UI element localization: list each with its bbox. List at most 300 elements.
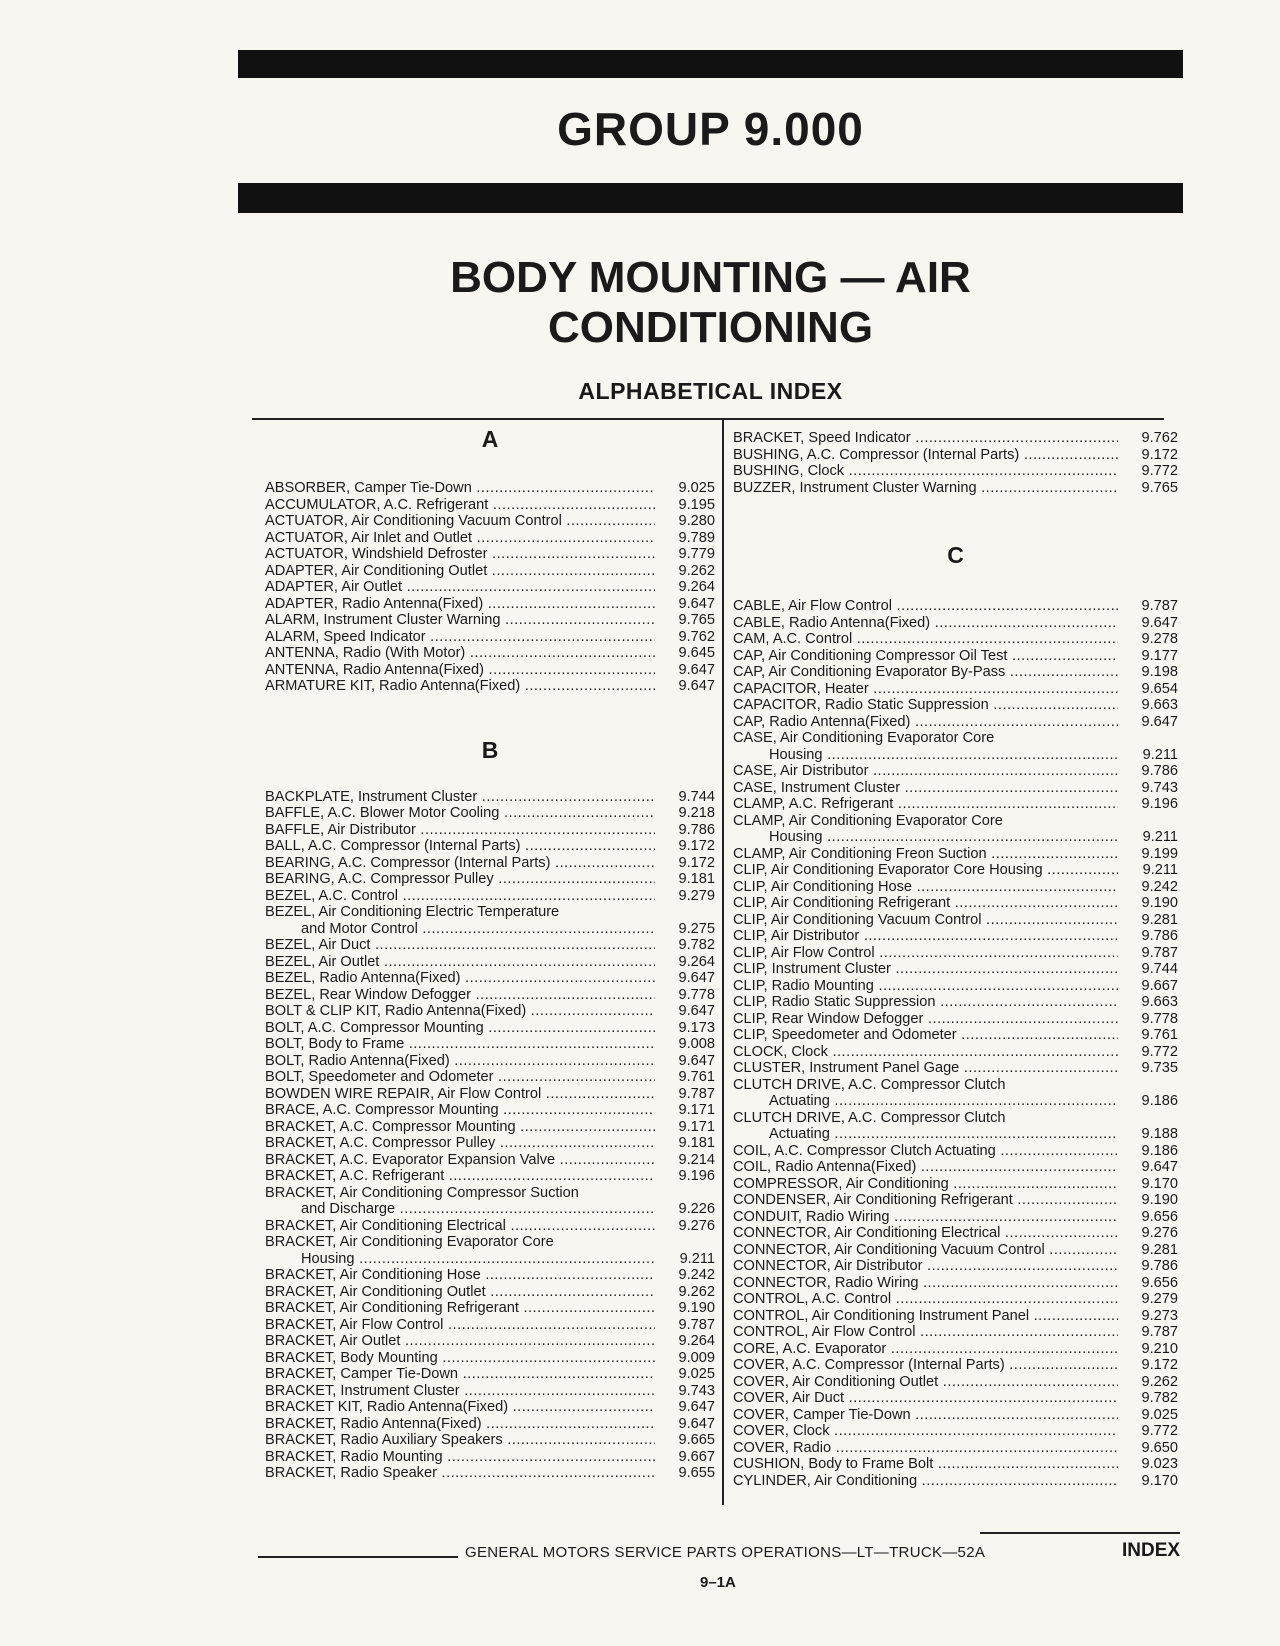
index-entry <box>733 1159 1178 1176</box>
index-entry <box>733 430 1178 447</box>
index-entry-label: CLIP, Radio Mounting ..... <box>733 978 1118 994</box>
index-entry-page: 9.778 <box>678 986 715 1003</box>
index-entry-page: 9.171 <box>678 1118 715 1135</box>
index-entry-page: 9.264 <box>678 953 715 970</box>
index-entry-page: 9.667 <box>678 1448 715 1465</box>
index-entry <box>265 1333 715 1350</box>
index-entry-page: 9.211 <box>1142 862 1178 878</box>
index-title: ALPHABETICAL INDEX <box>578 378 843 404</box>
index-entry-label: CONTROL, Air Flow Control ..... <box>733 1324 1118 1340</box>
index-entry <box>265 513 715 530</box>
index-entry-page: 9.778 <box>1141 1010 1178 1027</box>
index-entry <box>265 838 715 855</box>
index-entry-label: BRACKET, Air Conditioning Electrical ..... <box>265 1218 655 1234</box>
index-entry-page: 9.787 <box>1141 1324 1178 1340</box>
index-entry-page: 9.173 <box>678 1019 715 1036</box>
index-entry-continuation: Actuating ..... <box>733 1093 1118 1110</box>
index-entry <box>265 1003 715 1020</box>
index-entry <box>733 1374 1178 1391</box>
index-entry-page: 9.262 <box>678 1283 715 1300</box>
index-entry <box>733 1324 1178 1341</box>
index-entry-label: BRACKET, Radio Antenna(Fixed) ..... <box>265 1416 655 1432</box>
index-entry <box>733 681 1178 698</box>
index-entry <box>733 912 1178 929</box>
index-entry-label: ACTUATOR, Air Inlet and Outlet ..... <box>265 530 655 546</box>
index-entry-page: 9.273 <box>1141 1307 1178 1324</box>
index-entry-page: 9.787 <box>678 1316 715 1333</box>
index-entry <box>265 612 715 629</box>
index-entry-page: 9.195 <box>678 496 715 513</box>
index-entry <box>733 813 1178 846</box>
index-entry-label: CLIP, Rear Window Defogger ..... <box>733 1011 1118 1027</box>
index-entry-page: 9.171 <box>678 1102 715 1118</box>
index-entry <box>265 937 715 954</box>
index-entry-page: 9.765 <box>1141 479 1178 496</box>
index-entry-label: BUSHING, A.C. Compressor (Internal Parts) ..... <box>733 447 1118 463</box>
index-entry-page: 9.744 <box>1141 961 1178 977</box>
index-entry-label: CLIP, Instrument Cluster ..... <box>733 961 1118 977</box>
index-entry-page: 9.779 <box>678 546 715 562</box>
index-entry <box>265 987 715 1004</box>
index-entry <box>733 1357 1178 1374</box>
index-entry <box>265 855 715 872</box>
index-entry <box>265 1102 715 1119</box>
index-entry-label: ADAPTER, Air Conditioning Outlet ..... <box>265 563 655 579</box>
index-entry-page: 9.647 <box>1141 713 1178 730</box>
index-entry-label: COVER, Clock ..... <box>733 1423 1118 1439</box>
index-entry-page: 9.188 <box>1141 1126 1178 1142</box>
index-entry <box>265 563 715 580</box>
index-entry-page: 9.650 <box>1141 1439 1178 1456</box>
index-entry-label: BOLT, Speedometer and Odometer ..... <box>265 1069 655 1085</box>
index-entry <box>733 846 1178 863</box>
index-entry-page: 9.789 <box>678 529 715 546</box>
index-entry-page: 9.199 <box>1141 845 1178 862</box>
group-title: GROUP 9.000 <box>557 103 864 155</box>
footer-section-label: INDEX <box>1122 1540 1181 1561</box>
index-entry <box>265 1053 715 1070</box>
index-entry <box>733 796 1178 813</box>
index-entry-page: 9.782 <box>678 937 715 953</box>
index-entry-label: BRACKET, Camper Tie-Down ..... <box>265 1366 655 1382</box>
index-entry <box>733 615 1178 632</box>
index-entry <box>265 1399 715 1416</box>
index-entry-label: CAPACITOR, Radio Static Suppression ..... <box>733 697 1118 713</box>
index-entry-page: 9.198 <box>1141 664 1178 680</box>
index-entry-page: 9.280 <box>678 513 715 529</box>
index-entry-label: CONNECTOR, Air Distributor ..... <box>733 1258 1118 1274</box>
index-entry-label: BEARING, A.C. Compressor Pulley ..... <box>265 871 655 887</box>
index-entry-page: 9.782 <box>1141 1390 1178 1406</box>
index-entry-label: BRACKET, A.C. Compressor Pulley ..... <box>265 1135 655 1151</box>
index-entry-label: CLIP, Air Flow Control ..... <box>733 945 1118 961</box>
index-entry-page: 9.761 <box>1141 1027 1178 1043</box>
index-entry-page: 9.210 <box>1141 1340 1178 1357</box>
index-entry-label: COVER, Camper Tie-Down ..... <box>733 1407 1118 1423</box>
page-title-line-2: CONDITIONING <box>547 303 874 352</box>
index-entry <box>733 1390 1178 1407</box>
index-entry-label: BRACKET, Air Conditioning Evaporator Core <box>265 1234 554 1250</box>
index-entry-page: 9.645 <box>678 645 715 661</box>
index-entry-label: CLUSTER, Instrument Panel Gage ..... <box>733 1060 1118 1076</box>
index-entry-page: 9.025 <box>678 480 715 496</box>
index-entry-page: 9.025 <box>678 1366 715 1382</box>
index-entry-label: BRACKET, Speed Indicator ..... <box>733 430 1118 446</box>
index-entry <box>265 1218 715 1235</box>
index-entry <box>733 664 1178 681</box>
index-entry-label: CONTROL, Air Conditioning Instrument Panel ..... <box>733 1308 1118 1324</box>
index-entry-label: CAP, Radio Antenna(Fixed) ..... <box>733 714 1118 730</box>
index-entry-label: BRACKET, Air Conditioning Compressor Suction <box>265 1184 579 1201</box>
section-letter: C <box>947 542 964 568</box>
index-entry-label: CAM, A.C. Control ..... <box>733 631 1118 647</box>
index-entry-page: 9.262 <box>1141 1373 1178 1390</box>
index-entry-page: 9.281 <box>1141 1241 1178 1258</box>
index-entry <box>733 928 1178 945</box>
index-entry-label: ALARM, Speed Indicator ..... <box>265 629 655 645</box>
index-entry-label: BUSHING, Clock ..... <box>733 463 1118 479</box>
index-entry <box>733 862 1178 879</box>
index-entry-label: BALL, A.C. Compressor (Internal Parts) ..... <box>265 838 655 854</box>
index-entry-page: 9.186 <box>1141 1142 1178 1159</box>
index-entry <box>733 763 1178 780</box>
index-entry-continuation: and Discharge ..... <box>265 1201 655 1218</box>
index-entry-page: 9.772 <box>1141 1423 1178 1439</box>
index-entry <box>265 1086 715 1103</box>
index-entry <box>265 1449 715 1466</box>
index-entry <box>265 888 715 905</box>
index-entry-label: CLOCK, Clock ..... <box>733 1044 1118 1060</box>
page-title-line-1: BODY MOUNTING — AIR <box>450 253 971 302</box>
index-entry-page: 9.743 <box>1141 779 1178 796</box>
index-entry-page: 9.242 <box>678 1267 715 1283</box>
index-entry <box>733 697 1178 714</box>
index-entry-page: 9.170 <box>1141 1472 1178 1489</box>
index-entry-label: BRACKET, A.C. Evaporator Expansion Valve ..... <box>265 1152 655 1168</box>
index-entry <box>733 480 1178 497</box>
index-entry <box>265 1020 715 1037</box>
index-entry-label: CLAMP, Air Conditioning Freon Suction ..... <box>733 846 1118 862</box>
index-entry-page: 9.787 <box>1141 944 1178 961</box>
index-entry-label: CAP, Air Conditioning Evaporator By-Pass ..... <box>733 664 1118 680</box>
index-entry-page: 9.762 <box>1141 430 1178 446</box>
index-entry-page: 9.667 <box>1141 977 1178 994</box>
index-entry-page: 9.744 <box>678 788 715 805</box>
index-entry-label: BUZZER, Instrument Cluster Warning ..... <box>733 480 1118 496</box>
index-entry-page: 9.181 <box>678 1135 715 1151</box>
index-entry <box>733 1027 1178 1044</box>
index-entry-continuation: and Motor Control ..... <box>265 921 655 938</box>
index-entry-label: BRACKET, Air Outlet ..... <box>265 1333 655 1349</box>
header-bar-bottom <box>238 183 1183 213</box>
index-entry-label: BEZEL, Rear Window Defogger ..... <box>265 987 655 1003</box>
index-entry <box>733 1143 1178 1160</box>
index-entry-label: CAPACITOR, Heater ..... <box>733 681 1118 697</box>
index-entry <box>733 1110 1178 1143</box>
index-entry-label: BOLT & CLIP KIT, Radio Antenna(Fixed) ..... <box>265 1003 655 1019</box>
index-entry-label: ABSORBER, Camper Tie-Down ..... <box>265 480 655 496</box>
index-entry <box>265 954 715 971</box>
index-entry-page: 9.786 <box>1141 763 1178 779</box>
index-entry-label: CONNECTOR, Air Conditioning Electrical ..... <box>733 1225 1118 1241</box>
index-entry-label: BEZEL, A.C. Control ..... <box>265 888 655 904</box>
index-entry <box>265 1350 715 1367</box>
index-entry-page: 9.264 <box>678 579 715 595</box>
index-entry-page: 9.281 <box>1141 911 1178 928</box>
index-entry-page: 9.196 <box>678 1168 715 1184</box>
index-entry-label: CYLINDER, Air Conditioning ..... <box>733 1473 1118 1489</box>
index-entry <box>265 1234 715 1267</box>
index-entry <box>265 805 715 822</box>
index-entry-label: ADAPTER, Radio Antenna(Fixed) ..... <box>265 596 655 612</box>
index-entry <box>733 1192 1178 1209</box>
index-entry <box>733 1341 1178 1358</box>
index-entry-page: 9.279 <box>1141 1291 1178 1307</box>
index-entry-label: CASE, Air Distributor ..... <box>733 763 1118 779</box>
index-entry-page: 9.009 <box>678 1349 715 1366</box>
index-entry-label: BAFFLE, A.C. Blower Motor Cooling ..... <box>265 805 655 821</box>
index-entry-page: 9.218 <box>678 805 715 821</box>
index-entry <box>733 714 1178 731</box>
index-entry-page: 9.656 <box>1141 1274 1178 1291</box>
index-entry-label: BRACE, A.C. Compressor Mounting ..... <box>265 1102 655 1118</box>
index-entry-page: 9.276 <box>678 1217 715 1234</box>
header-bar-top <box>238 50 1183 78</box>
index-entry-label: BEZEL, Air Duct ..... <box>265 937 655 953</box>
index-entry-page: 9.196 <box>1141 796 1178 812</box>
index-entry <box>733 1209 1178 1226</box>
index-entry-label: BRACKET, Radio Auxiliary Speakers ..... <box>265 1432 655 1448</box>
index-entry <box>733 1011 1178 1028</box>
index-entry-label: CONDENSER, Air Conditioning Refrigerant ..... <box>733 1192 1118 1208</box>
index-entry-page: 9.186 <box>1141 1093 1178 1109</box>
index-entry-page: 9.647 <box>678 595 715 612</box>
index-entry-label: ANTENNA, Radio Antenna(Fixed) ..... <box>265 662 655 678</box>
index-entry-label: BRACKET, A.C. Compressor Mounting ..... <box>265 1119 655 1135</box>
index-entry-page: 9.647 <box>1141 614 1178 631</box>
section-letter: B <box>481 736 499 763</box>
index-entry <box>733 1473 1178 1490</box>
index-entry-label: COVER, Air Conditioning Outlet ..... <box>733 1374 1118 1390</box>
index-entry-page: 9.172 <box>678 854 715 871</box>
column-divider <box>722 420 724 1505</box>
index-entry-label: CUSHION, Body to Frame Bolt ..... <box>733 1456 1118 1472</box>
index-entry <box>733 631 1178 648</box>
index-entry <box>733 780 1178 797</box>
index-entry <box>265 871 715 888</box>
index-entry-label: ANTENNA, Radio (With Motor) ..... <box>265 645 655 661</box>
index-entry-page: 9.172 <box>1141 1357 1178 1373</box>
index-entry <box>265 1432 715 1449</box>
index-entry-continuation: Housing ..... <box>733 747 1118 764</box>
index-entry-page: 9.743 <box>678 1382 715 1399</box>
index-entry-page: 9.647 <box>678 661 715 678</box>
index-entry <box>733 598 1178 615</box>
index-entry-page: 9.177 <box>1141 647 1178 664</box>
index-entry-label: CLAMP, A.C. Refrigerant ..... <box>733 796 1118 812</box>
index-entry-label: CLIP, Radio Static Suppression ..... <box>733 994 1118 1010</box>
index-entry-label: CLIP, Air Conditioning Refrigerant ..... <box>733 895 1118 911</box>
index-entry-page: 9.276 <box>1141 1225 1178 1241</box>
index-entry-page: 9.025 <box>1141 1406 1178 1423</box>
index-entry-page: 9.647 <box>678 1415 715 1432</box>
index-entry-label: BOLT, A.C. Compressor Mounting ..... <box>265 1020 655 1036</box>
index-entry <box>733 1308 1178 1325</box>
index-entry-page: 9.787 <box>1141 598 1178 614</box>
index-entry-label: CLIP, Air Conditioning Evaporator Core Housing ..... <box>733 862 1118 878</box>
index-entry-page: 9.647 <box>678 1399 715 1415</box>
index-entry <box>733 1176 1178 1193</box>
index-entry-page: 9.211 <box>679 1250 715 1267</box>
index-entry-page: 9.762 <box>678 628 715 645</box>
index-entry <box>265 1152 715 1169</box>
index-entry <box>265 579 715 596</box>
index-entry-label: CLAMP, Air Conditioning Evaporator Core <box>733 812 1003 829</box>
index-entry-label: CASE, Air Conditioning Evaporator Core <box>733 730 995 746</box>
index-entry <box>265 1069 715 1086</box>
index-entry-label: COVER, Radio ..... <box>733 1440 1118 1456</box>
section-letter: A <box>481 426 499 452</box>
index-entry-page: 9.647 <box>678 1003 715 1019</box>
index-entry-label: BRACKET, Air Conditioning Hose ..... <box>265 1267 655 1283</box>
index-entry-label: BRACKET, Radio Mounting ..... <box>265 1449 655 1465</box>
index-entry <box>733 463 1178 480</box>
index-entry-label: CAP, Air Conditioning Compressor Oil Test ..... <box>733 648 1118 664</box>
index-entry <box>265 645 715 662</box>
index-entry <box>265 1267 715 1284</box>
index-entry <box>265 1416 715 1433</box>
index-entry-page: 9.772 <box>1141 463 1178 479</box>
index-entry-label: ACCUMULATOR, A.C. Refrigerant ..... <box>265 497 655 513</box>
index-entry <box>265 530 715 547</box>
index-entry <box>265 1036 715 1053</box>
index-entry <box>733 447 1178 464</box>
index-entry-label: CONTROL, A.C. Control ..... <box>733 1291 1118 1307</box>
index-entry <box>733 730 1178 763</box>
index-entry-label: BOWDEN WIRE REPAIR, Air Flow Control ..... <box>265 1086 655 1102</box>
index-entry-page: 9.665 <box>678 1432 715 1448</box>
index-entry-label: ALARM, Instrument Cluster Warning ..... <box>265 612 655 628</box>
index-entry-label: COVER, Air Duct ..... <box>733 1390 1118 1406</box>
index-entry <box>733 1258 1178 1275</box>
index-column-right <box>733 430 1178 1489</box>
index-entry <box>733 895 1178 912</box>
index-entry-label: CLIP, Air Distributor ..... <box>733 928 1118 944</box>
index-entry-page: 9.172 <box>678 838 715 854</box>
index-entry-page: 9.172 <box>1141 446 1178 463</box>
index-entry-page: 9.655 <box>678 1465 715 1481</box>
index-entry-label: BAFFLE, Air Distributor ..... <box>265 822 655 838</box>
index-entry <box>733 1440 1178 1457</box>
index-entry <box>265 1119 715 1136</box>
index-entry-continuation: Actuating ..... <box>733 1126 1118 1143</box>
index-entry-label: CLIP, Speedometer and Odometer ..... <box>733 1027 1118 1043</box>
index-entry-label: CLIP, Air Conditioning Vacuum Control ..... <box>733 912 1118 928</box>
index-entry-label: BRACKET, Air Conditioning Refrigerant ..... <box>265 1300 655 1316</box>
index-entry-label: BEZEL, Radio Antenna(Fixed) ..... <box>265 970 655 986</box>
index-entry <box>733 1423 1178 1440</box>
footer-text: GENERAL MOTORS SERVICE PARTS OPERATIONS—LT—TRUCK—52A <box>465 1544 986 1561</box>
index-entry <box>733 1275 1178 1292</box>
index-entry <box>733 945 1178 962</box>
index-entry-label: ACTUATOR, Air Conditioning Vacuum Control ..... <box>265 513 655 529</box>
index-entry-page: 9.786 <box>1141 928 1178 944</box>
index-entry <box>265 1135 715 1152</box>
index-entry <box>265 1300 715 1317</box>
index-entry-page: 9.647 <box>678 970 715 986</box>
index-entry-page: 9.278 <box>1141 631 1178 647</box>
index-entry <box>733 1060 1178 1077</box>
index-entry-label: BRACKET, Air Conditioning Outlet ..... <box>265 1284 655 1300</box>
index-entry-page: 9.214 <box>678 1151 715 1168</box>
index-entry-label: BRACKET KIT, Radio Antenna(Fixed) ..... <box>265 1399 655 1415</box>
index-entry-label: COIL, A.C. Compressor Clutch Actuating ..... <box>733 1143 1118 1159</box>
index-entry <box>265 1185 715 1218</box>
index-entry-label: COVER, A.C. Compressor (Internal Parts) ..... <box>733 1357 1118 1373</box>
index-entry-page: 9.765 <box>678 612 715 628</box>
index-entry <box>265 1366 715 1383</box>
index-entry <box>265 904 715 937</box>
index-entry <box>265 629 715 646</box>
index-entry-label: CONNECTOR, Air Conditioning Vacuum Control ..... <box>733 1242 1118 1258</box>
index-entry-label: BRACKET, Instrument Cluster ..... <box>265 1383 655 1399</box>
index-entry-label: COIL, Radio Antenna(Fixed) ..... <box>733 1159 1118 1175</box>
index-entry-page: 9.772 <box>1141 1043 1178 1060</box>
index-entry <box>733 1291 1178 1308</box>
index-entry <box>265 1317 715 1334</box>
index-entry-label: CONNECTOR, Radio Wiring ..... <box>733 1275 1118 1291</box>
index-entry-page: 9.279 <box>678 887 715 904</box>
index-entry-page: 9.647 <box>678 678 715 694</box>
index-entry <box>265 1168 715 1185</box>
index-entry-page: 9.275 <box>678 920 715 937</box>
index-entry <box>733 978 1178 995</box>
index-top-rule <box>252 418 1164 420</box>
index-entry <box>265 480 715 497</box>
index-entry-continuation: Housing ..... <box>265 1251 655 1268</box>
index-entry-page: 9.663 <box>1141 994 1178 1010</box>
index-entry-label: COMPRESSOR, Air Conditioning ..... <box>733 1176 1118 1192</box>
index-entry-label: CORE, A.C. Evaporator ..... <box>733 1341 1118 1357</box>
index-entry-page: 9.170 <box>1141 1175 1178 1192</box>
index-entry-page: 9.264 <box>678 1333 715 1349</box>
index-entry <box>733 1242 1178 1259</box>
index-entry-label: ARMATURE KIT, Radio Antenna(Fixed) ..... <box>265 678 655 694</box>
index-entry-page: 9.786 <box>1141 1258 1178 1274</box>
page-title <box>238 253 1183 353</box>
index-entry-page: 9.663 <box>1141 697 1178 713</box>
index-entry <box>733 994 1178 1011</box>
index-entry <box>265 662 715 679</box>
index-entry <box>265 497 715 514</box>
index-entry-page: 9.211 <box>1142 829 1178 845</box>
index-entry-label: BOLT, Body to Frame ..... <box>265 1036 655 1052</box>
index-entry <box>733 648 1178 665</box>
index-entry-page: 9.787 <box>678 1085 715 1102</box>
index-entry-page: 9.647 <box>1141 1159 1178 1175</box>
index-entry-page: 9.190 <box>678 1300 715 1316</box>
index-entry <box>733 1225 1178 1242</box>
index-entry <box>733 879 1178 896</box>
index-entry-label: BRACKET, Body Mounting ..... <box>265 1350 655 1366</box>
index-entry-page: 9.226 <box>678 1201 715 1217</box>
index-entry-label: ADAPTER, Air Outlet ..... <box>265 579 655 595</box>
index-entry-label: CLUTCH DRIVE, A.C. Compressor Clutch <box>733 1109 1006 1126</box>
index-entry <box>733 1044 1178 1061</box>
index-entry-label: BEARING, A.C. Compressor (Internal Parts) ..... <box>265 855 655 871</box>
index-entry <box>265 822 715 839</box>
index-entry-page: 9.786 <box>678 821 715 838</box>
